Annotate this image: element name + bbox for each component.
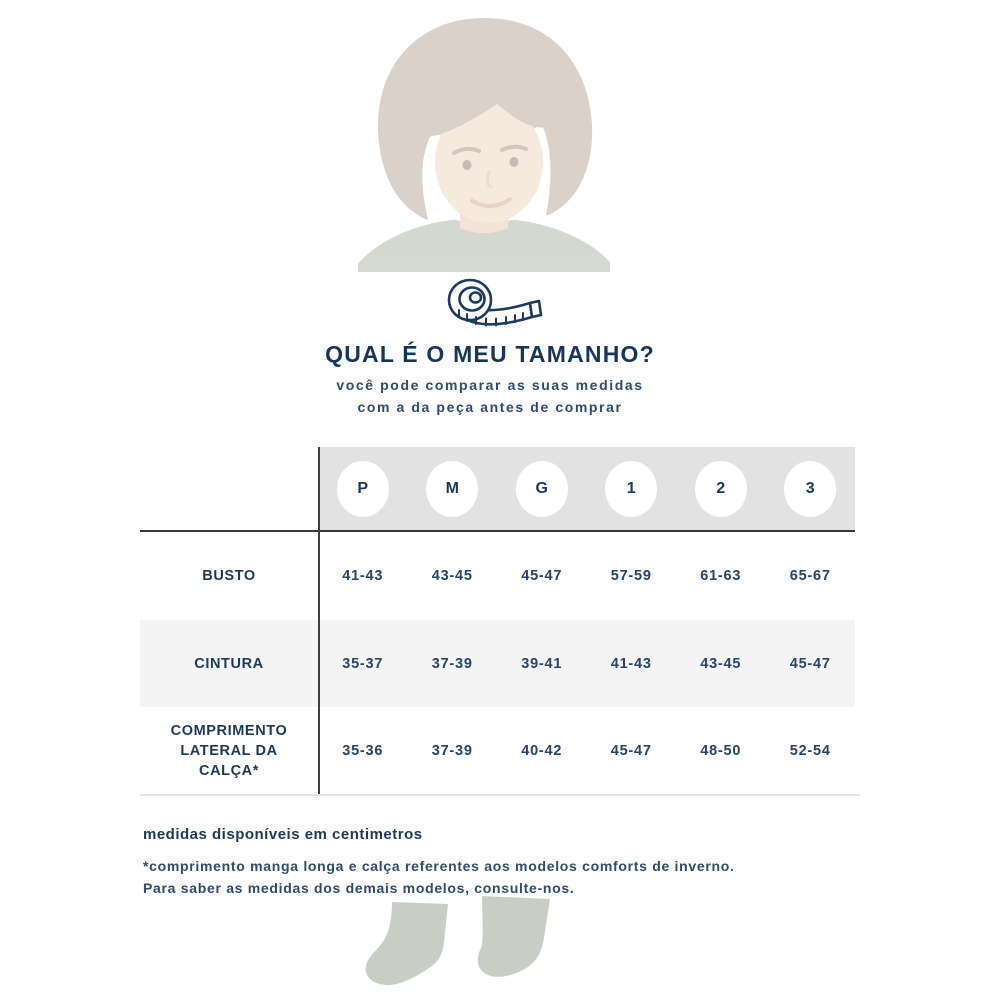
cell-busto-2: 61-63 [700, 567, 742, 584]
child-photo [356, 14, 612, 272]
table-vertical-divider [318, 447, 320, 795]
size-table [140, 447, 855, 795]
table-row-cintura [140, 620, 855, 707]
cell-comprimento-m: 37-39 [431, 742, 473, 759]
cell-busto-p: 41-43 [342, 567, 384, 584]
cell-comprimento-1: 45-47 [610, 742, 652, 759]
page-title: QUAL É O MEU TAMANHO? [325, 341, 655, 367]
size-header-cell [408, 447, 498, 530]
units-note: medidas disponíveis em centimetros [143, 826, 423, 843]
cell-busto-1: 57-59 [610, 567, 652, 584]
cell-cintura-g: 39-41 [521, 655, 563, 672]
size-badge-1: 1 [605, 461, 657, 517]
cell-cintura-p: 35-37 [342, 655, 384, 672]
size-badge-2: 2 [695, 461, 747, 517]
size-header-cell [676, 447, 766, 530]
table-row-comprimento [140, 707, 855, 794]
size-header-cell [766, 447, 856, 530]
cell-busto-g: 45-47 [521, 567, 563, 584]
size-badge-m: M [426, 461, 478, 517]
cell-comprimento-3: 52-54 [789, 742, 831, 759]
cell-cintura-3: 45-47 [789, 655, 831, 672]
child-feet-photo [348, 890, 560, 1000]
size-header-cell [318, 447, 408, 530]
size-badge-g: G [516, 461, 568, 517]
table-row-busto [140, 532, 855, 619]
row-label-busto: BUSTO [202, 567, 256, 584]
size-table-header [140, 447, 855, 530]
footnote-line-1: *comprimento manga longa e calça referentes aos modelos comforts de inverno. [143, 858, 735, 874]
cell-busto-m: 43-45 [431, 567, 473, 584]
subtitle-line-2: com a da peça antes de comprar [357, 399, 623, 415]
cell-comprimento-g: 40-42 [521, 742, 563, 759]
tape-measure-icon [432, 276, 550, 338]
cell-comprimento-2: 48-50 [700, 742, 742, 759]
header-empty-cell [140, 447, 318, 530]
size-header-cell [587, 447, 677, 530]
table-bottom-divider [140, 794, 860, 796]
table-top-divider [140, 530, 855, 532]
row-label-cintura: CINTURA [194, 655, 264, 672]
row-label-comprimento: COMPRIMENTO LATERAL DA CALÇA* [170, 722, 288, 779]
subtitle-line-1: você pode comparar as suas medidas [336, 377, 644, 393]
cell-busto-3: 65-67 [789, 567, 831, 584]
cell-comprimento-p: 35-36 [342, 742, 384, 759]
cell-cintura-m: 37-39 [431, 655, 473, 672]
footnote-line-2: Para saber as medidas dos demais modelos, consulte-nos. [143, 880, 575, 896]
page-subtitle [215, 374, 765, 418]
cell-cintura-2: 43-45 [700, 655, 742, 672]
cell-cintura-1: 41-43 [610, 655, 652, 672]
size-badge-3: 3 [784, 461, 836, 517]
size-header-cell [497, 447, 587, 530]
size-badge-p: P [337, 461, 389, 517]
